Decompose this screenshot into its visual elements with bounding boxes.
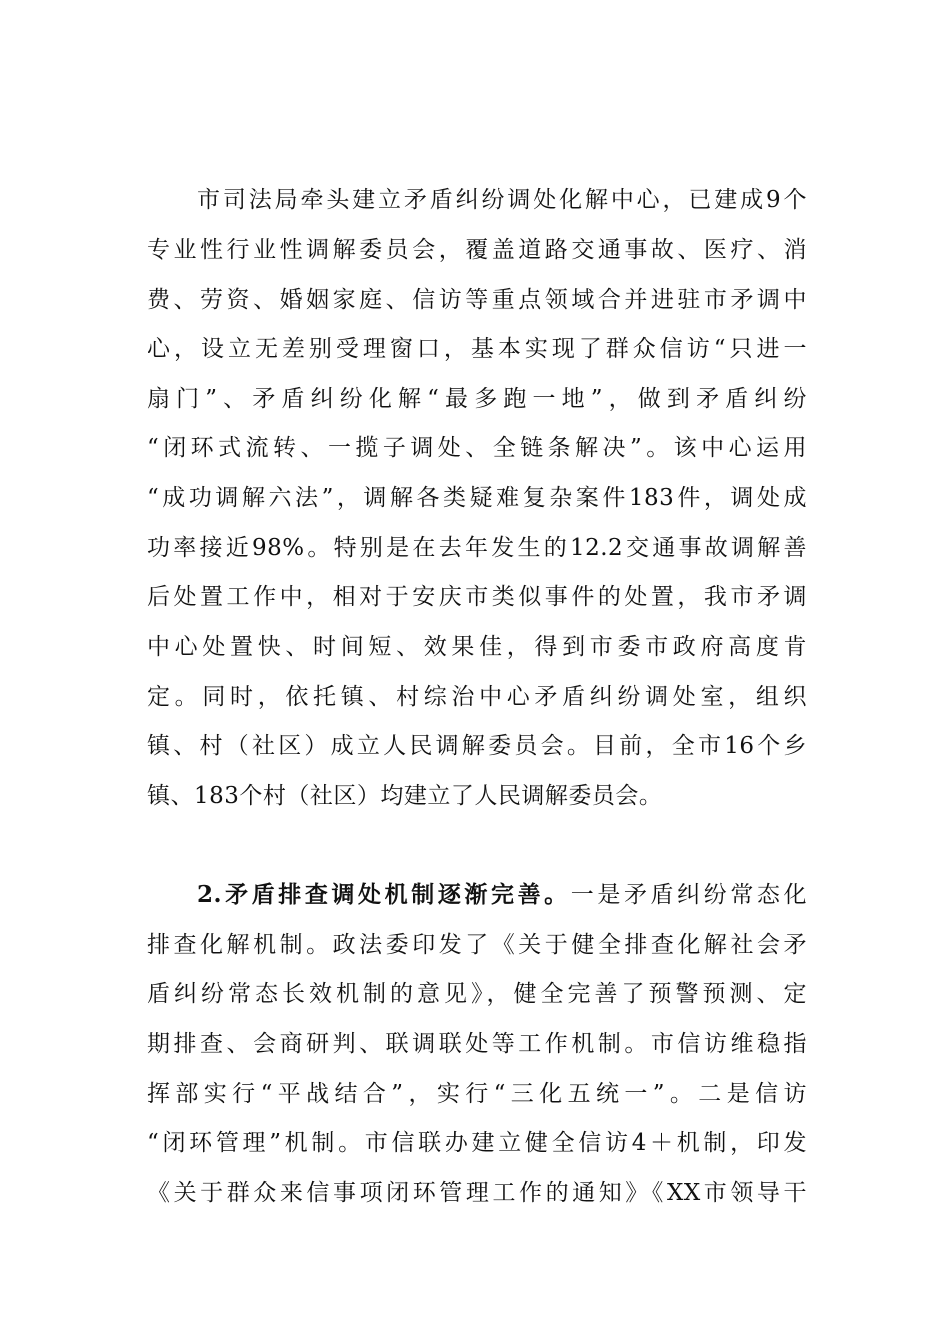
- paragraph-2-line-5: 挥部实行“平战结合”，实行“三化五统一”。二是信访: [147, 1081, 807, 1107]
- paragraph-1-line-10: 中心处置快、时间短、效果佳，得到市委市政府高度肯: [147, 634, 807, 660]
- paragraph-2-line-7: 《关于群众来信事项闭环管理工作的通知》《XX市领导干: [147, 1180, 807, 1206]
- paragraph-1-line-9: 后处置工作中，相对于安庆市类似事件的处置，我市矛调: [147, 584, 807, 610]
- paragraph-2-heading: 2.矛盾排查调处机制逐渐完善。: [197, 881, 571, 908]
- paragraph-2-line-6: “闭环管理”机制。市信联办建立健全信访4＋机制，印发: [147, 1130, 807, 1156]
- paragraph-1-line-11: 定。同时，依托镇、村综治中心矛盾纠纷调处室，组织: [147, 684, 807, 710]
- paragraph-1-line-1: 市司法局牵头建立矛盾纠纷调处化解中心，已建成9个: [197, 187, 807, 213]
- paragraph-1-line-5: 扇门”、矛盾纠纷化解“最多跑一地”，做到矛盾纠纷: [147, 386, 807, 412]
- paragraph-2-first-line-text: 一是矛盾纠纷常态化: [570, 882, 808, 908]
- paragraph-1-line-6: “闭环式流转、一揽子调处、全链条解决”。该中心运用: [147, 435, 807, 461]
- paragraph-1-line-12: 镇、村（社区）成立人民调解委员会。目前，全市16个乡: [147, 733, 807, 759]
- paragraph-2-line-1: [197, 880, 807, 910]
- paragraph-1-line-2: 专业性行业性调解委员会，覆盖道路交通事故、医疗、消: [147, 237, 807, 263]
- paragraph-2-line-4: 期排查、会商研判、联调联处等工作机制。市信访维稳指: [147, 1031, 807, 1057]
- paragraph-1-line-13: 镇、183个村（社区）均建立了人民调解委员会。: [147, 783, 663, 809]
- paragraph-1-line-3: 费、劳资、婚姻家庭、信访等重点领域合并进驻市矛调中: [147, 287, 807, 313]
- paragraph-1-line-8: 功率接近98%。特别是在去年发生的12.2交通事故调解善: [147, 535, 807, 561]
- paragraph-2-line-3: 盾纠纷常态长效机制的意见》，健全完善了预警预测、定: [147, 981, 807, 1007]
- paragraph-1-line-4: 心，设立无差别受理窗口，基本实现了群众信访“只进一: [147, 336, 807, 362]
- paragraph-2-line-2: 排查化解机制。政法委印发了《关于健全排查化解社会矛: [147, 932, 807, 958]
- paragraph-1-line-7: “成功调解六法”，调解各类疑难复杂案件183件，调处成: [147, 485, 807, 511]
